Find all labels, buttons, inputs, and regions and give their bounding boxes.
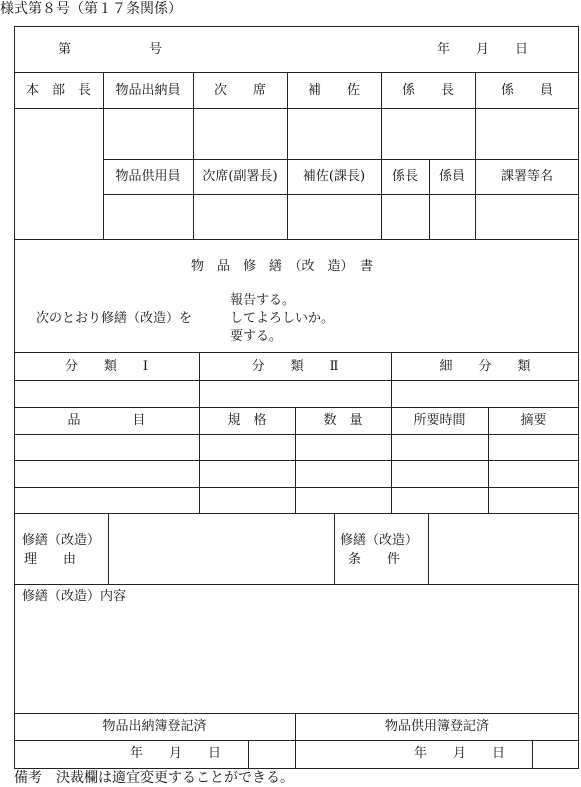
approval-header-assistant-manager: 補佐(課長) <box>302 169 366 184</box>
approval-header-user-officer: 物品供用員 <box>115 169 181 184</box>
conditions-label-top: 修繕（改造） <box>340 533 419 548</box>
approval-header-assistant: 補 佐 <box>307 82 360 98</box>
reason-label-bottom: 理 由 <box>24 552 77 567</box>
option-report: 報告する。 <box>230 293 296 308</box>
register-user-label: 物品供用簿登記済 <box>384 719 489 734</box>
approval-header-section-chief-2: 係長 <box>391 169 418 184</box>
form-frame <box>14 26 579 769</box>
approval-header-section-chief: 係 長 <box>401 82 454 98</box>
items-header-time: 所要時間 <box>413 413 466 428</box>
number-field: 第 号 <box>58 42 163 57</box>
register-user-date: 年 月 日 <box>414 746 506 761</box>
option-require: 要する。 <box>230 329 283 344</box>
date-field: 年 月 日 <box>437 42 529 57</box>
register-cashier-date: 年 月 日 <box>130 746 222 761</box>
form-number-label: 様式第８号（第１７条関係） <box>0 1 182 17</box>
approval-header-staff-2: 係員 <box>438 169 465 184</box>
items-header-spec: 規 格 <box>227 413 267 428</box>
approval-header-deputy-vice: 次席(副署長) <box>202 169 278 184</box>
remarks-note: 備考 決裁欄は適宜変更することができる。 <box>14 770 294 786</box>
document-title: 物 品 修 繕 （改 造） 書 <box>191 259 374 274</box>
approval-header-cashier: 物品出納員 <box>115 82 181 98</box>
items-header-quantity: 数 量 <box>323 413 363 428</box>
classification-header-sub: 細 分 類 <box>439 358 531 374</box>
content-label: 修繕（改造）内容 <box>22 589 127 604</box>
items-header-remarks: 摘要 <box>520 413 547 428</box>
approval-header-chief: 本 部 長 <box>25 82 91 98</box>
approval-header-staff: 係 員 <box>500 82 553 98</box>
items-header-name: 品 目 <box>67 413 146 428</box>
conditions-label-bottom: 条 件 <box>348 552 401 567</box>
approval-header-deputy: 次 席 <box>213 82 266 98</box>
approval-header-division-name: 課署等名 <box>500 169 553 184</box>
document-body-text: 次のとおり修繕（改造）を <box>36 311 193 326</box>
option-request: してよろしいか。 <box>230 311 335 326</box>
register-cashier-label: 物品出納簿登記済 <box>102 719 207 734</box>
classification-header-1: 分 類 Ⅰ <box>64 358 149 374</box>
reason-label-top: 修繕（改造） <box>22 533 101 548</box>
classification-header-2: 分 類 Ⅱ <box>251 358 339 374</box>
